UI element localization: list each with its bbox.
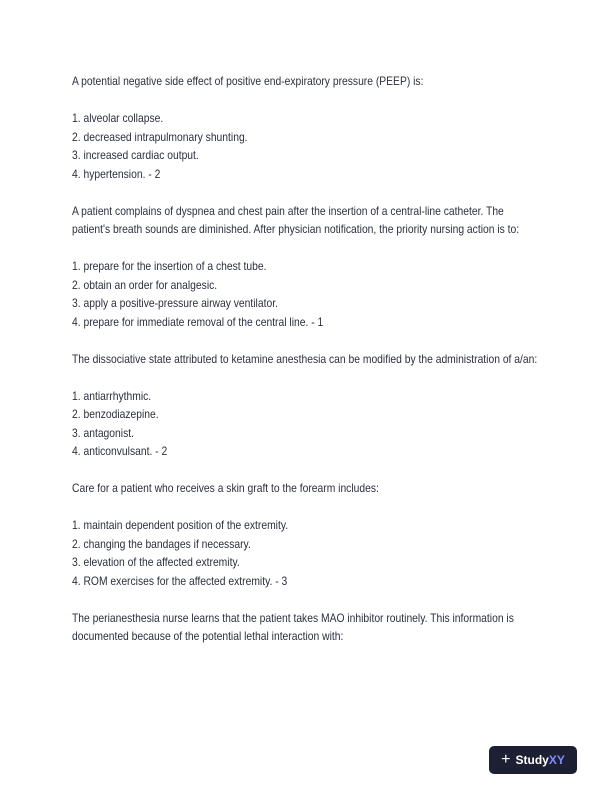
badge-text-study: Study <box>515 753 549 767</box>
answer-options <box>72 516 542 590</box>
question-text: Care for a patient who receives a skin graft to the forearm includes: <box>72 481 379 495</box>
answer-options <box>72 257 542 331</box>
plus-icon: + <box>501 751 511 768</box>
answer-option: 2. decreased intrapulmonary shunting. <box>72 129 248 144</box>
answer-option: 3. elevation of the affected extremity. <box>72 555 240 569</box>
answer-option: 3. apply a positive-pressure airway ventilator. <box>72 296 278 310</box>
answer-option: 4. ROM exercises for the affected extremity. - 3 <box>72 573 288 588</box>
question-text: A potential negative side effect of positive end-expiratory pressure (PEEP) is: <box>72 74 424 88</box>
answer-option: 4. anticonvulsant. - 2 <box>72 444 168 458</box>
question-text: A patient complains of dyspnea and chest pain after the insertion of a central-line catheter. The patient's breath sounds are diminished. After physician notification, the priority nursing action is to: <box>72 203 520 236</box>
question-text: The perianesthesia nurse learns that the patient takes MAO inhibitor routinely. This information is documented because of the potential lethal interaction with: <box>72 610 514 643</box>
answer-option: 1. maintain dependent position of the extremity. <box>72 518 289 532</box>
answer-option: 1. alveolar collapse. <box>72 111 164 125</box>
answer-option: 3. increased cardiac output. <box>72 148 199 162</box>
document-page <box>72 72 542 664</box>
answer-option: 2. obtain an order for analgesic. <box>72 277 218 292</box>
answer-option: 2. benzodiazepine. <box>72 407 159 421</box>
answer-option: 1. prepare for the insertion of a chest tube. <box>72 259 267 273</box>
question-block <box>72 72 542 183</box>
question-block <box>72 479 542 590</box>
answer-options <box>72 109 542 183</box>
question-block <box>72 202 542 332</box>
answer-option: 4. prepare for immediate removal of the central line. - 1 <box>72 314 324 329</box>
answer-option: 1. antiarrhythmic. <box>72 388 152 403</box>
answer-option: 4. hypertension. - 2 <box>72 166 161 181</box>
question-text: The dissociative state attributed to ketamine anesthesia can be modified by the administration of a/an: <box>72 351 538 366</box>
question-block <box>72 609 542 646</box>
answer-options <box>72 387 542 461</box>
studyxy-badge[interactable] <box>489 746 577 774</box>
answer-option: 3. antagonist. <box>72 425 134 440</box>
question-block <box>72 350 542 461</box>
badge-label <box>515 753 564 767</box>
badge-text-xy: XY <box>548 753 565 767</box>
answer-option: 2. changing the bandages if necessary. <box>72 536 251 551</box>
